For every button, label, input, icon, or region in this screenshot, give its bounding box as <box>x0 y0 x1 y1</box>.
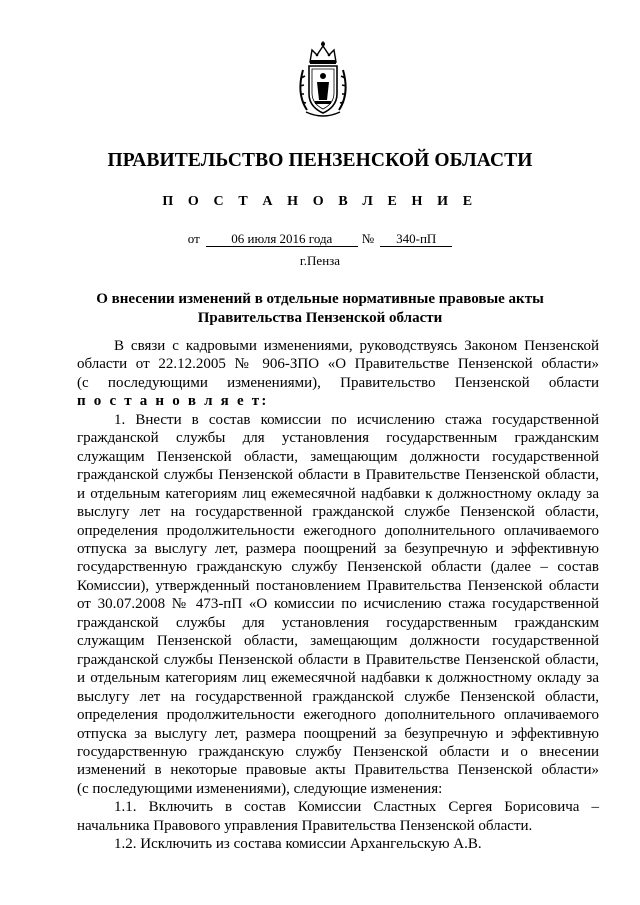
government-title: ПРАВИТЕЛЬСТВО ПЕНЗЕНСКОЙ ОБЛАСТИ <box>107 150 533 171</box>
body-line: служащим Пензенской области, замещающим должности государственной <box>77 633 599 650</box>
body-line: 1. Внести в состав комиссии по исчислению стажа государственной <box>114 411 599 428</box>
body-line: (с последующими изменениями), следующие изменения: <box>77 780 443 797</box>
body-line: от 30.07.2008 № 473-пП «О комиссии по исчислению стажа государственной <box>77 596 599 613</box>
body-line: определения продолжительности ежегодного дополнительного оплачиваемого <box>77 707 599 724</box>
date-number-line <box>0 231 640 247</box>
body-line: отпуска за выслугу лет, размера поощрений за безупречную и эффективную <box>77 725 599 742</box>
body-line: 1.2. Исключить из состава комиссии Архангельскую А.В. <box>114 836 482 853</box>
document-number: 340-пП <box>380 232 452 247</box>
subject-line: О внесении изменений в отдельные нормативные правовые акты <box>96 291 544 307</box>
body-line: выслугу лет на государственной гражданской службе Пензенской области, <box>77 688 599 705</box>
body-line: гражданской службы Пензенской области в Правительстве Пензенской области, <box>77 651 599 668</box>
body-line: 1.1. Включить в состав Комиссии Сластных Сергея Борисовича – <box>114 799 599 816</box>
body-line: начальника Правового управления Правительства Пензенской области. <box>77 817 533 834</box>
date-prefix: от <box>187 231 200 246</box>
body-line: и отдельным категориям лиц ежемесячной надбавки к должностному окладу за <box>77 670 599 687</box>
body-line: служащим Пензенской области, замещающим должности государственной <box>77 448 599 465</box>
body-line: (с последующими изменениями), Правительство Пензенской области <box>77 374 599 391</box>
body-line: выслугу лет на государственной гражданской службе Пензенской области, <box>77 504 599 521</box>
subject-line: Правительства Пензенской области <box>197 310 443 326</box>
body-line: отпуска за выслугу лет, размера поощрений за безупречную и эффективную <box>77 540 599 557</box>
city: г.Пенза <box>299 253 341 268</box>
document-type: П О С Т А Н О В Л Е Н И Е <box>162 194 478 209</box>
body-line: В связи с кадровыми изменениями, руководствуясь Законом Пензенской <box>114 338 599 354</box>
document-subject <box>60 290 580 328</box>
document-body <box>77 337 599 854</box>
body-line: государственную гражданскую службу Пензенской области и о внесении <box>77 743 599 760</box>
body-line: гражданской службы Пензенской области в Правительстве Пензенской области, <box>77 467 599 484</box>
body-line: и отдельным категориям лиц ежемесячной надбавки к должностному окладу за <box>77 485 599 502</box>
body-line: определения продолжительности ежегодного дополнительного оплачиваемого <box>77 522 599 539</box>
coat-of-arms-icon <box>298 40 348 118</box>
body-line: области от 22.12.2005 № 906-ЗПО «О Правительстве Пензенской области» <box>77 356 599 373</box>
body-line: гражданской службы для установления государственным гражданским <box>77 430 599 447</box>
body-line: государственную гражданскую службу Пензенской области (далее – состав <box>77 559 599 576</box>
body-line: изменений в некоторые правовые акты Правительства Пензенской области» <box>77 762 599 779</box>
body-line: Комиссии), утвержденный постановлением Правительства Пензенской области <box>77 577 599 594</box>
document-date: 06 июля 2016 года <box>206 232 358 247</box>
body-line: гражданской службы для установления государственным гражданским <box>77 614 599 631</box>
decree-verb: п о с т а н о в л я е т: <box>77 393 269 410</box>
number-prefix: № <box>361 231 375 246</box>
